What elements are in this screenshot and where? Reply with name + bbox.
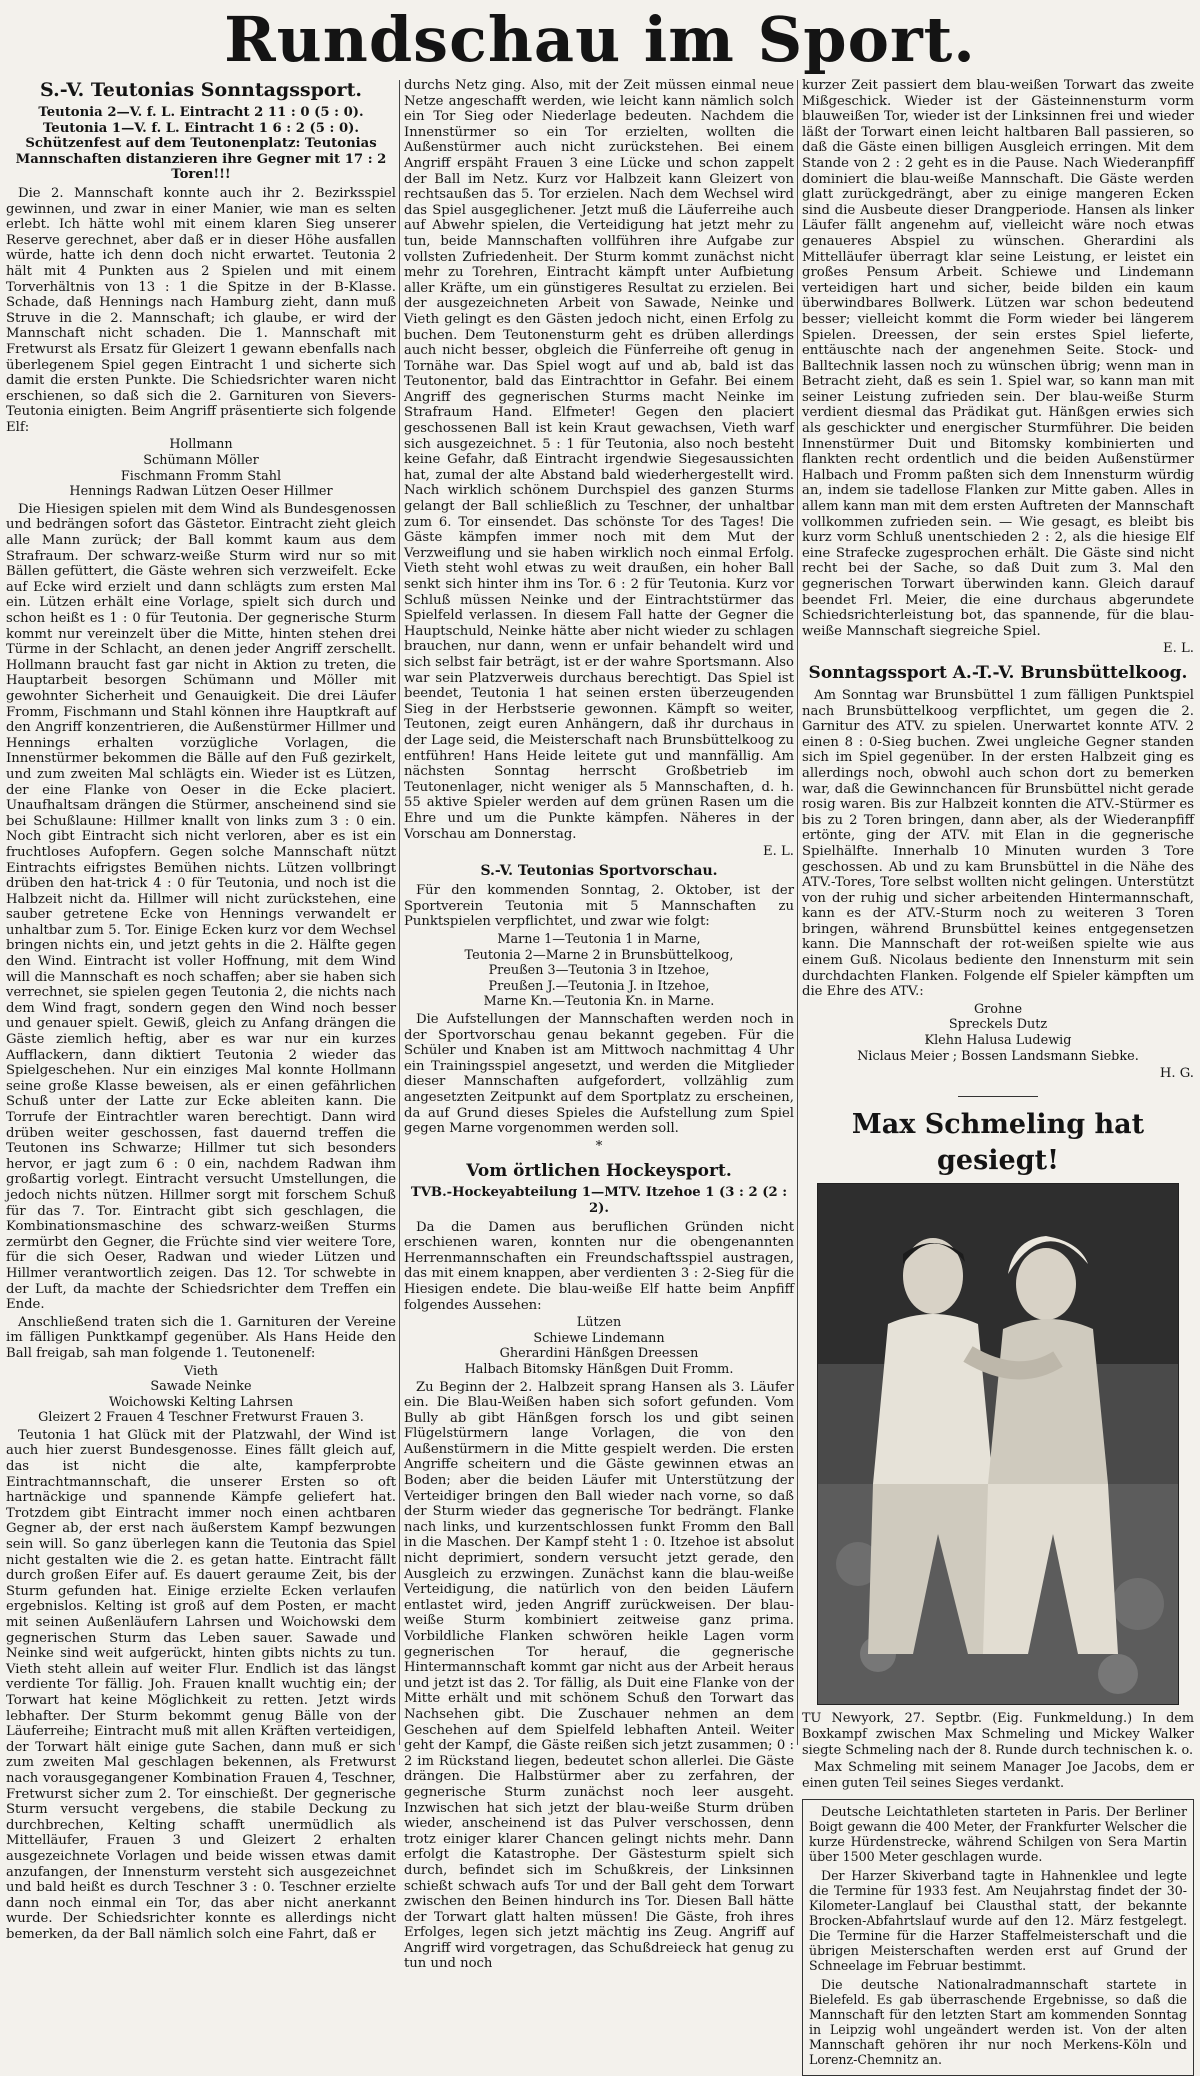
author-signature: E. L.: [763, 844, 794, 860]
fixture-item: Teutonia 2—Marne 2 in Brunsbüttelkoog,: [464, 947, 734, 963]
column-2: [404, 78, 794, 1972]
lineup-row: Halbach Bitomsky Hänßgen Duit Fromm.: [464, 1361, 734, 1377]
lineup-row: Hennings Radwan Lützen Oeser Hillmer: [69, 484, 333, 500]
article-paragraph: Die Hiesigen spielen mit dem Wind als Bundesgenossen und bedrängen sofort das Gästetor. Eintracht zieht gleich alle Mann zurück; der Ball kommt kaum aus dem Strafraum. Der schwarz-weiße Sturm wird nur so mit Bällen gefüttert, die Gäste wehren sich verzweifelt. Ecke auf Ecke wird erzielt und dann schlägts zum ersten Mal ein. Lützen erhält eine Vorlage, spielt sich durch und schon heißt es 1 : 0 für Teutonia. Der gegnerische Sturm kommt nur vereinzelt über die Mitte, hinten stehen drei Türme in der Schlacht, an denen jeder Angriff zerschellt. Hollmann braucht fast gar nicht in Aktion zu treten, die Hauptarbeit besorgen Schümann und Möller mit gewohnter Sicherheit und Genauigkeit. Die drei Läufer Fromm, Fischmann und Stahl können ihre Hauptkraft auf den Angriff konzentrieren, die Außenstürmer Hillmer und Hennings erhalten vorzügliche Vorlagen, die Innenstürmer bekommen die Bälle auf den Fuß gezirkelt, und zum zweiten Mal schlägts ein. Wieder ist es Lützen, der eine Flanke von Oeser in die Ecke placiert. Unaufhaltsam drängen die Stürmer, anscheinend sind sie bei Schußlaune: Hillmer knallt von links zum 3 : 0 ein. Noch gibt Eintracht sich nicht verloren, aber es ist ein fruchtloses Aufopfern. Gegen solche Mannschaft nützt Eintrachts eifrigstes Bemühen nichts. Lützen vollbringt drüben den hat-trick 4 : 0 für Teutonia, und noch ist die Halbzeit nicht da. Hillmer will nicht zurückstehen, eine sauber getretene Ecke von Hennings verwandelt er unhaltbar zum 5. Tor. Einige Ecken kurz vor dem Wechsel bringen nichts ein, und jetzt gehts in die 2. Hälfte gegen den Wind. Eintracht ist voller Hoffnung, mit dem Wind will die Mannschaft es noch schaffen; aber sie haben sich verrechnet, sie spielen gegen Teutonia 2, die nichts nach dem Wind fragt, sondern gegen den Wind noch besser und genauer spielt. Gewiß, gleich zu Anfang drängen die Gäste ziemlich heftig, aber es war nur ein kurzes Aufflackern, dann diktiert Teutonia 2 wieder das Spielgeschehen. Nur ein einziges Mal konnte Hollmann seine große Klasse beweisen, als er einen gefährlichen Schuß unter der Latte zur Ecke ableiten kann. Die Torrufe der Eintrachtler waren berechtigt. Dann wird drüben weiter geschossen, fast dauernd treffen die Teutonen ins Schwarze; Hillmer tut sich besonders hervor, er jagt zum 6 : 0 ein, nachdem Radwan ihm großartig vorlegt. Eintracht versucht Umstellungen, die jedoch nichts nützen. Hillmer sorgt mit forschem Schuß für das 7. Tor. Eintracht gibt sich geschlagen, die Kombinationsmaschine des schwarz-weißen Sturms zermürbt den Gegner, die Früchte sind vier weitere Tore, für die sich Oeser, Radwan und wieder Lützen und Hillmer verantwortlich zeigen. Das 12. Tor schwebte in der Luft, da machte der Schiedsrichter dem Treffen ein Ende.: [6, 501, 396, 1313]
article-paragraph: Die Aufstellungen der Mannschaften werden noch in der Sportvorschau genau bekannt gegeben. Für die Schüler und Knaben ist am Mittwoch nachmittag 4 Uhr ein Trainingsspiel angesetzt, und werden die Mitglieder dieser Mannschaften aufgefordert, vollzählig zum angesetzten Zeitpunkt auf dem Sportplatz zu erscheinen, da auf Grund dieses Spieles die Aufstellung zum Spiel gegen Marne vorgenommen werden soll.: [404, 1012, 794, 1137]
lineup-row: Schiewe Lindemann: [533, 1330, 665, 1346]
lineup-row: Fischmann Fromm Stahl: [120, 468, 282, 484]
article-heading: S.-V. Teutonias Sportvorschau.: [480, 862, 718, 879]
fixture-item: Preußen 3—Teutonia 3 in Itzehoe,: [488, 963, 710, 979]
lineup-row: Hollmann: [169, 437, 233, 453]
news-photo: [817, 1183, 1179, 1705]
sports-news-box: [802, 1799, 1194, 2076]
article-subheading: Schützenfest auf dem Teutonenplatz: Teutonias Mannschaften distanzieren ihre Gegner mit 17 : 2 Toren!!!: [15, 136, 387, 183]
author-signature: H. G.: [1159, 1066, 1194, 1082]
lineup-row: Klehn Halusa Ludewig: [924, 1033, 1072, 1049]
lineup-row: Sawade Neinke: [150, 1379, 252, 1395]
lineup-row: Gleizert 2 Frauen 4 Teschner Fretwurst Frauen 3.: [38, 1410, 364, 1426]
match-result: Teutonia 1—V. f. L. Eintracht 1 6 : 2 (5 : 0).: [43, 120, 359, 136]
fixture-item: Marne Kn.—Teutonia Kn. in Marne.: [483, 994, 715, 1010]
lineup-row: Grohne: [973, 1001, 1023, 1017]
photo-caption-secondary: Max Schmeling mit seinem Manager Joe Jacobs, dem er einen guten Teil seines Sieges verdankt.: [802, 1760, 1194, 1791]
separator-star: *: [595, 1138, 603, 1154]
boxer-photo-illustration: [818, 1184, 1178, 1704]
article-paragraph: Für den kommenden Sonntag, 2. Oktober, ist der Sportverein Teutonia mit 5 Mannschaften zu Punktspielen verpflichtet, und zwar wie folgt:: [404, 883, 794, 930]
article-paragraph: Zu Beginn der 2. Halbzeit sprang Hansen als 3. Läufer ein. Die Blau-Weißen haben sich sofort gefunden. Vom Bully ab gibt Hänßgen forsch los und gibt seinen Flügelstürmern lange Vorlagen, die von den Außenstürmern in die Mitte gespielt werden. Die ersten Angriffe scheitern und die Gäste gewinnen etwas an Boden; aber die beiden Läufer mit Unterstützung der Verteidiger bringen den Ball wieder nach vorne, so daß der Sturm wieder das gegnerische Tor bedrängt. Flanke nach links, und kurzentschlossen funkt Fromm den Ball in die Maschen. Der Kampf steht 1 : 0. Itzehoe ist absolut nicht deprimiert, sondern versucht jetzt gerade, den Ausgleich zu erzwingen. Zunächst kann die blau-weiße Verteidigung, die natürlich von den beiden Läufern entlastet wird, jeden Angriff zurückweisen. Der blau-weiße Sturm kombiniert zeitweise ganz prima. Vorbildliche Flanken schwören heikle Lagen vorm gegnerischen Tor herauf, die gegnerische Hintermannschaft kommt gar nicht aus der Arbeit heraus und jetzt ist das 2. Tor fällig, als Duit eine Flanke von der Mitte erhält und mit schönem Schuß den Torwart das Nachsehen gibt. Die Zuschauer nehmen an dem Geschehen auf dem Spielfeld lebhaften Anteil. Weiter geht der Kampf, die Gäste reißen sich jetzt zusammen; 0 : 2 im Rückstand liegen, bedeutet schon allerlei. Die Gäste drängen. Die Halbstürmer aber zu zerfahren, der gegnerische Sturm zunächst noch leer ausgeht. Inzwischen hat sich jetzt der blau-weiße Sturm drüben wieder, anscheinend ist das Pulver verschossen, denn trotz einiger klarer Chancen gelingt nichts mehr. Dann erfolgt die Katastrophe. Der Gästesturm spielt sich durch, befindet sich im Schußkreis, der Linksinnen schießt schwach aufs Tor und der Ball geht dem Torwart zwischen den Beinen hindurch ins Tor. Diesen Ball hätte der Torwart glatt halten müssen! Die Gäste, froh ihres Erfolges, legen sich jetzt mächtig ins Zeug. Angriff auf Angriff wird vorgetragen, das Schußdreieck hat genug zu tun und noch: [404, 1379, 794, 1972]
article-paragraph: Anschließend traten sich die 1. Garnituren der Vereine im fälligen Punktkampf gegenüber. Als Hans Heide den Ball freigab, sah man folgende 1. Teutonenelf:: [6, 1314, 396, 1361]
lineup-row: Gherardini Hänßgen Dreessen: [499, 1346, 699, 1362]
lineup-row: Vieth: [183, 1363, 219, 1379]
article-heading: Sonntagssport A.-T.-V. Brunsbüttelkoog.: [808, 662, 1188, 683]
team-lineup: [6, 1364, 396, 1426]
team-lineup: [802, 1002, 1194, 1064]
lineup-row: Spreckels Dutz: [948, 1017, 1048, 1033]
article-paragraph: Teutonia 1 hat Glück mit der Platzwahl, der Wind ist auch hier zuerst Bundesgenosse. Eines fällt gleich auf, das ist nicht die alte, kampferprobte Eintrachtmannschaft, die unserer Ersten so oft hartnäckige und spannende Kämpfe geliefert hat. Trotzdem gibt Eintracht immer noch einen achtbaren Gegner ab, der erst nach äußerstem Kampf bezwungen sein will. So ganz überlegen kann die Teutonia das Spiel nicht gestalten wie die 2. es getan hatte. Eintracht fällt durch großen Eifer auf. Es dauert geraume Zeit, bis der Sturm gefunden hat. Einige erzielte Ecken verlaufen ergebnislos. Kelting ist groß auf dem Posten, er macht mit seinen Außenläufern Lahrsen und Woichowski dem gegnerischen Sturm das Leben sauer. Sawade und Neinke sind weit aufgerückt, hinten gibts nichts zu tun. Vieth steht allein auf weiter Flur. Endlich ist das längst verdiente Tor fällig. Joh. Frauen knallt wuchtig ein; der Torwart hat keine Möglichkeit zu retten. Jetzt wirds lebhafter. Der Sturm bekommt genug Bälle von der Läuferreihe; Eintracht muß mit allen Kräften verteidigen, der Torwart hält einige gute Sachen, dann muß er sich zum zweiten Mal geschlagen bekennen, als Fretwurst nach vorausgegangener Kombination Frauen 4, Teschner, Fretwurst sicher zum 2. Tor einschießt. Der gegnerische Sturm versucht vergebens, die stabile Deckung zu durchbrechen, Kelting schafft unermüdlich als Mittelläufer, Frauen 3 und Gleizert 2 erhalten ausgezeichnete Vorlagen und beide wissen etwas damit anzufangen, der Innensturm versteht sich ausgezeichnet und bald heißt es durch Teschner 3 : 0. Teschner erzielte dann noch einmal ein Tor, das aber nicht anerkannt wurde. Der Schiedsrichter konnte es allerdings nicht bemerken, da der Ball nämlich solch eine Fahrt, daß er: [6, 1427, 396, 1942]
column-3: [802, 78, 1194, 2068]
news-item: Deutsche Leichtathleten starteten in Paris. Der Berliner Boigt gewann die 400 Meter, der Frankfurter Welscher die kurze Hürdenstrecke, während Schilgen von Sera Martin über 1500 Meter geschlagen wurde.: [809, 1804, 1187, 1865]
article-heading: S.-V. Teutonias Sonntagssport.: [40, 79, 362, 101]
article-heading: Vom örtlichen Hockeysport.: [466, 1161, 732, 1182]
lineup-row: Woichowski Kelting Lahrsen: [108, 1394, 294, 1410]
article-paragraph: Die 2. Mannschaft konnte auch ihr 2. Bezirksspiel gewinnen, und zwar in einer Manier, wie man es selten erlebt. Ich hätte wohl mit einem klaren Sieg unserer Reserve gerechnet, aber daß er in dieser Höhe ausfallen würde, hatte ich denn doch nicht erwartet. Teutonia 2 hält mit 4 Punkten aus 2 Spielen und mit einem Torverhältnis von 13 : 1 die Spitze in der B-Klasse. Schade, daß Hennings nach Hamburg zieht, dann muß Struve in die 2. Mannschaft; ich glaube, er wird der Mannschaft nicht schaden. Die 1. Mannschaft mit Fretwurst als Ersatz für Gleizert 1 gewann ebenfalls nach überlegenem Spiel gegen Eintracht 1 und sicherte sich damit die ersten Punkte. Die Schiedsrichter waren nicht erschienen, so daß sich die 2. Garnituren von Sievers-Teutonia einigten. Beim Angriff präsentierte sich folgende Elf:: [6, 185, 396, 435]
news-item: Der Harzer Skiverband tagte in Hahnenklee und legte die Termine für 1933 fest. Am Neujahrstag findet der 30-Kilometer-Langlauf bei Clausthal statt, der bekannte Brocken-Abfahrtslauf wurde auf den 12. März festgelegt. Die Termine für die Harzer Staffelmeisterschaft und die übrigen Meisterschaften werden erst auf Grund der Schneelage im Februar bestimmt.: [809, 1868, 1187, 1974]
article-paragraph: durchs Netz ging. Also, mit der Zeit müssen einmal neue Netze angeschafft werden, wie leicht kann nämlich solch ein Tor Sieg oder Niederlage bedeuten. Nachdem die Innenstürmer so ein Tor erzielten, wollten die Außenstürmer auch nicht zurückstehen. Bei einem Angriff erspäht Frauen 3 eine Lücke und schon zappelt der Ball im Netz. Kurz vor Halbzeit kann Gleizert von rechtsaußen das 5. Tor erzielen. Nach dem Wechsel wird das Spiel ausgeglichener. Jetzt muß die Läuferreihe auch auf Abwehr spielen, die Verteidigung hat jetzt mehr zu tun, beide Mannschaften vollführen ihre Aufgabe zur vollsten Zufriedenheit. Der Sturm kommt zunächst nicht mehr zu Torehren, Eintracht kämpft unter Aufbietung aller Kräfte, um ein günstigeres Resultat zu erzielen. Bei der ausgezeichneten Arbeit von Sawade, Neinke und Vieth gelingt es den Gästen jedoch nicht, einen Erfolg zu buchen. Dem Teutonensturm geht es drüben allerdings auch nicht besser, obgleich die Fünferreihe oft genug in Tornähe war. Das Spiel wogt auf und ab, bald ist das Teutonentor, bald das Eintrachttor in Gefahr. Bei einem Angriff des gegnerischen Sturms macht Neinke im Strafraum Hand. Elfmeter! Gegen den placiert geschossenen Ball ist kein Kraut gewachsen, Vieth warf sich ausgezeichnet. 5 : 1 für Teutonia, also noch besteht keine Gefahr, daß Eintracht irgendwie Siegesaussichten hat, zumal der alte Abstand bald wiederhergestellt wird. Nach wirklich schönem Durchspiel des ganzen Sturms gelangt der Ball schließlich zu Teschner, der unhaltbar zum 6. Tor einsendet. Das schönste Tor des Tages! Die Gäste kämpfen immer noch mit dem Mut der Verzweiflung und sie haben wirklich noch einmal Erfolg. Vieth steht wohl etwas zu weit draußen, ein hoher Ball senkt sich hinter ihm ins Tor. 6 : 2 für Teutonia. Kurz vor Schluß müssen Neinke und der Eintrachtstürmer das Spielfeld verlassen. In diesem Fall hatte der Gegner die Hauptschuld, Neinke hätte aber nicht wieder zu schlagen brauchen, nur dann, wenn er unfair behandelt wird und sich selbst fair beträgt, ist er der wahre Sportsmann. Also war sein Platzverweis durchaus berechtigt. Das Spiel ist beendet, Teutonia 1 hat seinen ersten überzeugenden Sieg in der Herbstserie gewonnen. Kämpft so weiter, Teutonen, zeigt euren Anhängern, daß ihr durchaus in der Lage seid, die Meisterschaft nach Brunsbüttelkoog zu entführen! Hans Heide leitete gut und mannfällig. Am nächsten Sonntag herrscht Großbetrieb im Teutonenlager, nicht weniger als 5 Mannschaften, d. h. 55 aktive Spieler werden auf dem grünen Rasen um die Ehre und um die Punkte kämpfen. Näheres in der Vorschau am Donnerstag.: [404, 78, 794, 842]
photo-caption: TU Newyork, 27. Septbr. (Eig. Funkmeldung.) In dem Boxkampf zwischen Max Schmeling und Mickey Walker siegte Schmeling nach der 8. Runde durch technischen k. o.: [802, 1711, 1194, 1758]
fixture-list: [404, 932, 794, 1010]
masthead: Rundschau im Sport.: [224, 3, 976, 76]
column-rule: [797, 80, 798, 1745]
article-paragraph: Da die Damen aus beruflichen Gründen nicht erschienen waren, konnten nur die obengenannten Herrenmannschaften ein Freundschaftsspiel austragen, das mit einem knappen, aber verdienten 3 : 2-Sieg für die Hiesigen endete. Die blau-weiße Elf hatte beim Anpfiff folgendes Aussehen:: [404, 1219, 794, 1313]
author-signature: E. L.: [1163, 641, 1194, 657]
team-lineup: [404, 1315, 794, 1377]
lineup-row: Niclaus Meier ; Bossen Landsmann Siebke.: [857, 1048, 1139, 1064]
separator-rule: [802, 1086, 1194, 1102]
fixture-item: Preußen J.—Teutonia J. in Itzehoe,: [488, 978, 710, 994]
article-paragraph: Am Sonntag war Brunsbüttel 1 zum fälligen Punktspiel nach Brunsbüttelkoog verpflichtet, um gegen die 2. Garnitur des ATV. zu spielen. Unerwartet konnte ATV. 2 einen 8 : 0-Sieg buchen. Zwei ungleiche Gegner standen sich im Spiel gegenüber. In der ersten Halbzeit ging es allerdings noch, obwohl auch schon dort zu bemerken war, daß die Gewinnchancen für Brunsbüttel nicht gerade rosig waren. Bis zur Halbzeit konnten die ATV.-Stürmer es bis zu 2 Toren bringen, dann aber, als der Wiederanpfiff ertönte, ging der ATV. mit Elan in die gegnerische Spielhälfte. Innerhalb 10 Minuten wurden 3 Tore geschossen. Ab und zu kam Brunsbüttel in die Nähe des ATV.-Tores, Tore selbst wollten nicht gelingen. Unterstützt von der ruhig und sicher arbeitenden Hintermannschaft, kann es der ATV.-Sturm noch zu weiteren 3 Toren bringen, während Brunsbüttel keines entgegensetzen kann. Die Mannschaft der rot-weißen spielte wie aus einem Guß. Nicolaus bediente den Innensturm mit sein durchdachten Flanken. Folgende elf Spieler kämpften um die Ehre des ATV.:: [802, 687, 1194, 1000]
match-result: Teutonia 2—V. f. L. Eintracht 2 11 : 0 (5 : 0).: [38, 105, 364, 120]
article-subheading: TVB.-Hockeyabteilung 1—MTV. Itzehoe 1 (3 : 2 (2 : 2).: [410, 1185, 788, 1216]
column-rule: [399, 80, 400, 1745]
team-lineup: [6, 437, 396, 499]
article-paragraph: kurzer Zeit passiert dem blau-weißen Torwart das zweite Mißgeschick. Wieder ist der Gästeinnensturm vorm blauweißen Tor, wieder ist der Linksinnen frei und wieder läßt der Torwart einen leicht haltbaren Ball passieren, so daß die Gäste einen billigen Ausgleich erringen. Mit dem Stande von 2 : 2 geht es in die Pause. Nach Wiederanpfiff dominiert die blau-weiße Mannschaft. Die Gäste werden glatt zurückgedrängt, aber zu einige mangeren Ecken sind die Ausbeute dieser Drangperiode. Hansen als linker Läufer fällt angenehm auf, vielleicht wäre noch etwas genaueres Abspiel zu wünschen. Gherardini als Mittelläufer überragt klar seine Leistung, er leistet ein großes Pensum Arbeit. Schiewe und Lindemann verteidigen hart und sicher, beide bilden ein kaum überwindbares Bollwerk. Lützen war schon bedeutend besser; vielleicht kommt die Form wieder bei längerem Spielen. Dreessen, der sein erstes Spiel lieferte, enttäuschte nach der angenehmen Seite. Stock- und Balltechnik lassen noch zu wünschen übrig; wenn man in Betracht zieht, daß es sein 1. Spiel war, so kann man mit seiner Leistung zufrieden sein. Der blau-weiße Sturm verdient diesmal das Prädikat gut. Hänßgen erwies sich als geschickter und energischer Sturmführer. Die beiden Innenstürmer Duit und Bitomsky kombinierten und flankten recht ordentlich und die beiden Außenstürmer Halbach und Fromm paßten sich dem Innensturm würdig an, indem sie tadellose Flanken zur Mitte gaben. Alles in allem kann man mit dem ersten Auftreten der Mannschaft vollkommen zufrieden sein. — Wie gesagt, es bleibt bis kurz vorm Schluß unentschieden 2 : 2, als die hiesige Elf eine Strafecke zugesprochen erhält. Die Gäste sind nicht recht bei der Sache, so daß Duit zum 3. Mal den gegnerischen Torwart überwinden kann. Gleich darauf beendet Frl. Meier, die eine durchaus abgerundete Schiedsrichterleistung bot, das spannende, für die blau-weiße Mannschaft siegreiche Spiel.: [802, 78, 1194, 639]
article-heading: Max Schmeling hat gesiegt!: [851, 1109, 1145, 1177]
column-1: [6, 78, 396, 1942]
lineup-row: Lützen: [576, 1315, 622, 1331]
news-item: Die deutsche Nationalradmannschaft startete in Bielefeld. Es gab überraschende Ergebnisse, so daß die Mannschaft für den letzten Start am kommenden Sonntag in Leipzig wohl ungeändert werden ist. Von der alten Mannschaft gehören ihr nur noch Merkens-Köln und Lorenz-Chemnitz an.: [809, 1977, 1187, 2068]
fixture-item: Marne 1—Teutonia 1 in Marne,: [497, 932, 701, 948]
lineup-row: Schümann Möller: [143, 453, 259, 469]
